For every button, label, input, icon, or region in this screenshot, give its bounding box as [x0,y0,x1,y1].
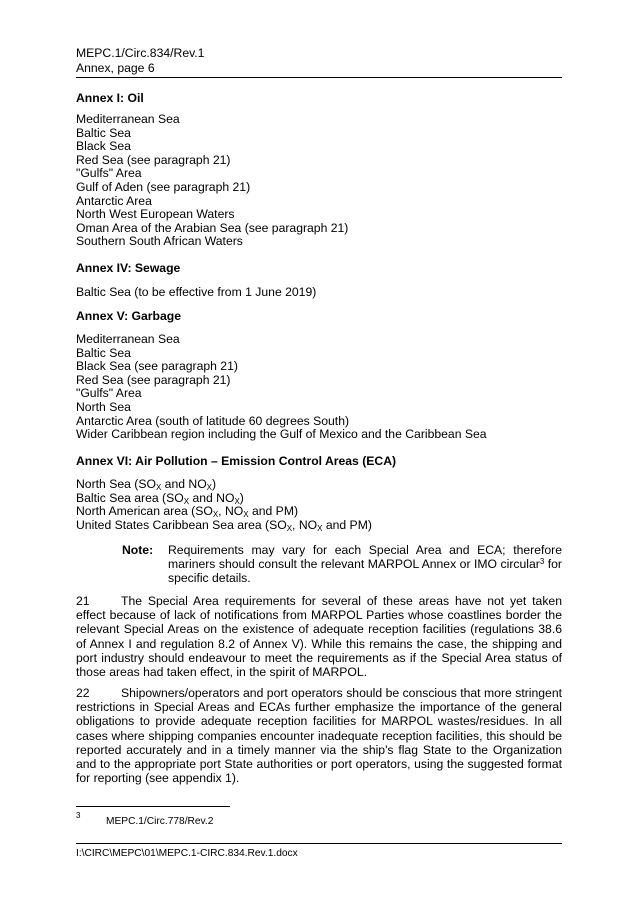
list-item: Antarctic Area (south of latitude 60 degrees South) [76,413,350,428]
list-item: Red Sea (see paragraph 21) [76,152,231,167]
list-item: United States Caribbean Sea area ($SO_X$, $NO_X$ and PM) [76,517,372,533]
list-item: Mediterranean Sea [76,112,180,126]
list-item: "Gulfs" Area [76,386,142,401]
list-item: "Gulfs" Area [76,166,142,181]
page-header [76,46,204,76]
list-item: Oman Area of the Arabian Sea (see paragraph 21) [76,220,349,235]
annex-1-list [76,113,562,249]
list-item: North American area ($SO_X$, $NO_X$ and PM) [76,504,299,520]
list-item: Baltic Sea [76,125,131,140]
list-item: Mediterranean Sea [76,332,180,346]
note-label: Note: [122,543,154,557]
page-reference: Annex, page 6 [76,61,155,75]
paragraph-22 [76,686,562,785]
doc-reference: MEPC.1/Circ.834/Rev.1 [76,46,205,60]
paragraph-21 [76,594,562,679]
list-item: Baltic Sea (to be effective from 1 June 2019) [76,285,317,299]
annex-5-heading: Annex V: Garbage [76,309,181,323]
list-item: Southern South African Waters [76,234,243,249]
annex-6-section [76,455,562,469]
paragraph-number: 22 [76,686,90,700]
paragraph-text: Shipowners/operators and port operators should be conscious that more stringent restrictions in Special Areas and ECAs further emphasize the importance of the general obligations to provide adequate reception facilities for MARPOL wastes/residues. In all cases where shipping companies encounter inadequate reception facilities, this should be reported accurately and in a timely manner via the ship's flag State to the Organization and to the appropriate port State authorities or port operators, using the suggested format for reporting (see appendix 1). [76,686,562,786]
footnote-ref[interactable]: 3 [539,557,545,566]
annex-4-list [76,286,562,300]
list-item: North Sea [76,399,131,414]
footer-file-path: I:\CIRC\MEPC\01\MEPC.1-CIRC.834.Rev.1.docx [76,848,298,859]
footnote-separator [76,806,230,807]
note-text: Requirements may vary for each Special Area and ECA; therefore mariners should consult the relevant MARPOL Annex or IMO circular$^3$ for specific details. [168,543,562,585]
list-item: Black Sea [76,139,131,154]
list-item: Baltic Sea area ($SO_X$ and $NO_X$) [76,490,244,506]
annex-4-section [76,262,562,276]
paragraph-number: 21 [76,594,90,608]
list-item: Black Sea (see paragraph 21) [76,359,238,374]
list-item: Antarctic Area [76,193,152,208]
paragraph-text: The Special Area requirements for several of these areas have not yet taken effect because of lack of notifications from MARPOL Parties whose coastlines border the relevant Special Areas on the existence of adequate reception facilities (regulations 38.6 of Annex I and regulation 8.2 of Annex V). While this remains the case, the shipping and port industry should endeavour to meet the requirements as if the Special Area status of those areas had taken effect, in the spirit of MARPOL. [76,594,562,680]
footnote-text: MEPC.1/Circ.778/Rev.2 [106,816,214,827]
annex-6-heading: Annex VI: Air Pollution – Emission Control Areas (ECA) [76,454,397,468]
list-item: Wider Caribbean region including the Gulf of Mexico and the Caribbean Sea [76,427,487,442]
annex-1-section [76,92,562,106]
annex-1-heading: Annex I: Oil [76,91,144,105]
footnote-number: 3 [76,811,81,820]
annex-6-list [76,478,562,532]
annex-5-list [76,333,562,442]
list-item: North Sea ($SO_X$ and $NO_X$) [76,477,217,492]
annex-4-heading: Annex IV: Sewage [76,261,181,275]
list-item: Gulf of Aden (see paragraph 21) [76,179,251,194]
footer-rule [76,843,562,844]
annex-5-section [76,310,562,324]
list-item: Red Sea (see paragraph 21) [76,372,231,387]
header-rule [76,77,562,78]
list-item: North West European Waters [76,207,235,222]
list-item: Baltic Sea [76,345,131,360]
